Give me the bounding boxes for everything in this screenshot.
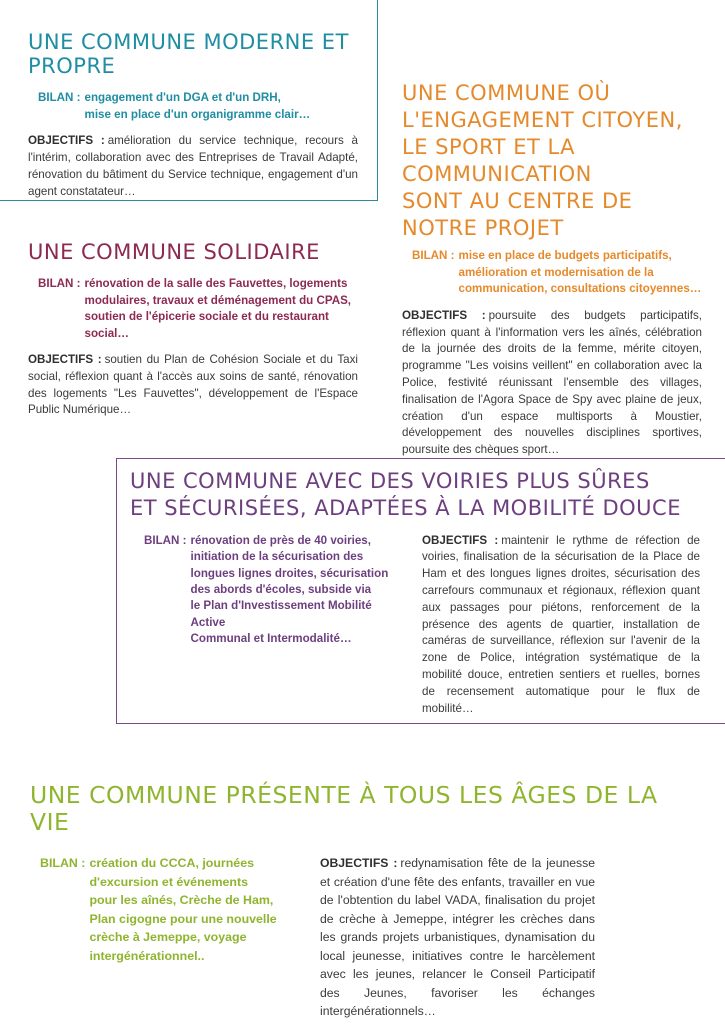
- bilan-line: modulaires, travaux et déménagement du CPAS,: [84, 293, 352, 307]
- objectifs: [28, 352, 358, 419]
- bilan-line: des abords d'écoles, subside via: [190, 582, 372, 596]
- bilan-line: communication, consultations citoyennes…: [458, 282, 702, 296]
- bilan-label: BILAN :: [144, 533, 187, 547]
- section-title: UNE COMMUNE SOLIDAIRE: [28, 240, 320, 264]
- section-engagement-citoyen: [402, 80, 702, 459]
- objectifs: [422, 533, 700, 718]
- bilan: [38, 90, 358, 123]
- section-tous-les-ages: [30, 782, 700, 1021]
- bilan: [38, 276, 358, 342]
- objectifs: [320, 854, 595, 1021]
- objectifs-text: maintenir le rythme de réfection de voiries, finalisation de la sécurisation de la Place de Ham et des longues lignes droites, sécurisation des carrefours communaux et régionaux, réflexion quant aux passages pour piétons, renforcement de la présence des agents de quartier, installation de caméras de surveillance, réflexion sur l'avenir de la zone de Police, intégration systématique de la mobilité douce, entretien sentiers et ruelles, bornes de recensement automatique pour le flux de mobilité…: [422, 533, 700, 715]
- bilan-line: mise en place de budgets participatifs,: [458, 249, 672, 263]
- bilan: [40, 854, 302, 1021]
- section-columns: [130, 533, 700, 718]
- bilan-line: pour les aînés, Crèche de Ham,: [89, 893, 274, 908]
- objectifs-label: OBJECTIFS :: [402, 308, 486, 322]
- title-line: LE SPORT ET LA COMMUNICATION: [402, 135, 592, 187]
- objectifs-text: amélioration du service technique, recours à l'intérim, collaboration avec des Entreprises de Travail Adapté, rénovation du bâtiment du Service technique, engagement d'un agent constatateur…: [28, 134, 358, 198]
- bilan-line: soutien de l'épicerie sociale et du restaurant social…: [84, 310, 329, 340]
- bilan: [144, 533, 404, 718]
- section-title: [130, 468, 700, 523]
- objectifs-text: redynamisation fête de la jeunesse et création d'une fête des enfants, travailler en vue de l'obtention du label VADA, finalisation du projet de crèche à Jemeppe, intégrer les crèches dans les grands projets urbanistiques, dynamisation du local jeunesse, initiatives contre le harcèlement avec les jeunes, relancer le Conseil Participatif des Jeunes, favoriser les échanges intergénérationnels…: [320, 856, 595, 1019]
- title-line: UNE COMMUNE AVEC DES VOIRIES PLUS SÛRES: [130, 469, 650, 493]
- objectifs: [402, 308, 702, 459]
- objectifs-label: OBJECTIFS :: [28, 352, 102, 366]
- bilan-line: initiation de la sécurisation des: [190, 550, 364, 564]
- bilan-text: [85, 276, 358, 342]
- bilan-line: crèche à Jemeppe, voyage: [89, 930, 247, 945]
- objectifs-text: poursuite des budgets participatifs, réflexion quant à l'information vers les aînés, célébration de la journée des droits de la femme, mérite citoyen, programme "Les voisins veillent" en collaboration avec la Police, festivité réunissant l'ensemble des villages, finalisation de l'Agora Space de Spy avec plaine de jeux, création d'un espace multisports à Moustier, développement des nouvelles disciplines sportives, poursuite des chèques sport…: [402, 308, 702, 457]
- bilan: [412, 248, 702, 297]
- bilan-label: BILAN :: [40, 856, 86, 871]
- bilan-label: BILAN :: [38, 277, 81, 291]
- bilan-line: rénovation de la salle des Fauvettes, logements: [84, 277, 348, 291]
- bilan-line: Plan cigogne pour une nouvelle: [89, 911, 277, 926]
- objectifs: [28, 133, 358, 200]
- title-line: L'ENGAGEMENT CITOYEN,: [402, 108, 683, 133]
- bilan-label: BILAN :: [38, 91, 81, 105]
- bilan-line: mise en place d'un organigramme clair…: [84, 107, 311, 121]
- bilan-line: d'excursion et événements: [89, 874, 249, 889]
- bilan-line: amélioration et modernisation de la: [458, 265, 654, 279]
- section-voiries: [130, 468, 700, 717]
- bilan-line: le Plan d'Investissement Mobilité Active: [190, 599, 372, 629]
- section-title: UNE COMMUNE PRÉSENTE À TOUS LES ÂGES DE LA VIE: [30, 781, 658, 837]
- bilan-line: intergénérationnel..: [89, 949, 205, 964]
- bilan-line: Communal et Intermodalité…: [190, 632, 352, 646]
- bilan-text: [85, 90, 311, 123]
- bilan-line: rénovation de près de 40 voiries,: [190, 533, 371, 547]
- bilan-line: création du CCCA, journées: [89, 856, 254, 871]
- section-title: UNE COMMUNE MODERNE ET PROPRE: [28, 30, 349, 79]
- section-title: [402, 80, 702, 242]
- bilan-text: [191, 533, 404, 718]
- title-line: ET SÉCURISÉES, ADAPTÉES À LA MOBILITÉ DOUCE: [130, 496, 681, 521]
- section-columns: [30, 854, 700, 1021]
- objectifs-label: OBJECTIFS :: [28, 134, 105, 148]
- section-commune-solidaire: [28, 240, 358, 419]
- objectifs-text: soutien du Plan de Cohésion Sociale et du Taxi social, réflexion quant à l'accès aux soins de santé, rénovation des logements "Les Fauvettes", développement de l'Espace Public Numérique…: [28, 352, 358, 417]
- bilan-text: [89, 854, 276, 1021]
- objectifs-label: OBJECTIFS :: [422, 533, 499, 547]
- bilan-label: BILAN :: [412, 249, 455, 263]
- title-line: UNE COMMUNE OÙ: [402, 81, 611, 105]
- bilan-line: engagement d'un DGA et d'un DRH,: [84, 91, 281, 105]
- bilan-line: longues lignes droites, sécurisation: [190, 566, 389, 580]
- objectifs-label: OBJECTIFS :: [320, 856, 398, 871]
- section-commune-moderne: [28, 30, 358, 200]
- title-line: SONT AU CENTRE DE NOTRE PROJET: [402, 189, 633, 241]
- bilan-text: [459, 248, 702, 297]
